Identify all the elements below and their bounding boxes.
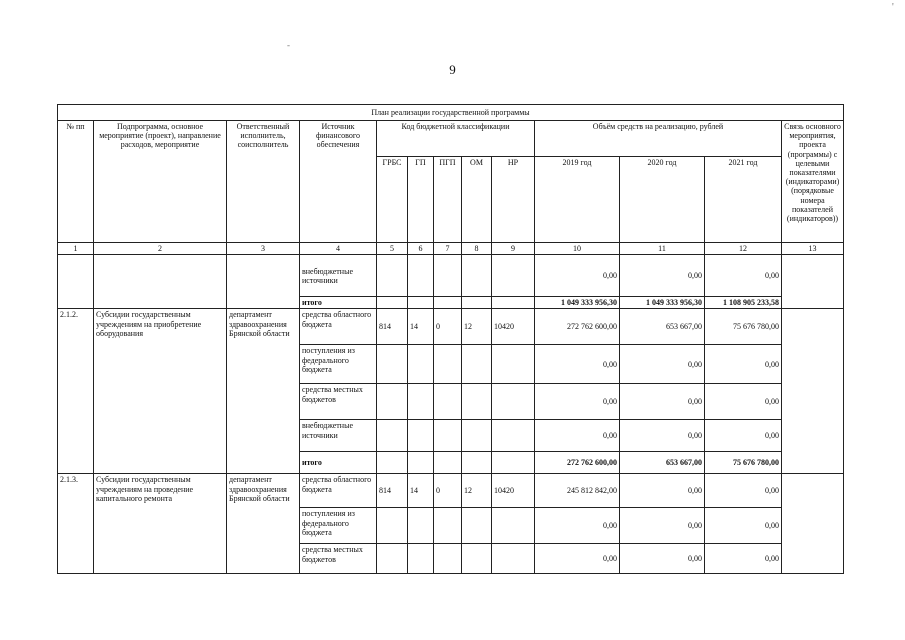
header-gp: ГП bbox=[408, 157, 434, 243]
link-cell bbox=[782, 309, 844, 474]
col-number: 8 bbox=[462, 243, 492, 255]
empty-cell bbox=[58, 255, 94, 309]
header-subprogram: Подпрограмма, основное мероприятие (проект), направление расходов, мероприятие bbox=[94, 121, 227, 243]
responsible-executor: департамент здравоохранения Брянской области bbox=[227, 309, 300, 474]
value-2021: 0,00 bbox=[705, 420, 782, 452]
header-source: Источник финансового обеспечения bbox=[300, 121, 377, 243]
om-cell: 12 bbox=[462, 309, 492, 345]
col-number: 11 bbox=[620, 243, 705, 255]
table-title-row bbox=[58, 105, 844, 121]
value-2020: 653 667,00 bbox=[620, 309, 705, 345]
value-2021: 0,00 bbox=[705, 345, 782, 384]
header-responsible: Ответственный исполнитель, соисполнитель bbox=[227, 121, 300, 243]
program-plan-table bbox=[57, 104, 844, 574]
source-cell: внебюджетные источники bbox=[300, 420, 377, 452]
grbs-cell: 814 bbox=[377, 309, 408, 345]
header-grbs: ГРБС bbox=[377, 157, 408, 243]
value-2020: 0,00 bbox=[620, 508, 705, 544]
header-num: № пп bbox=[58, 121, 94, 243]
grbs-cell: 814 bbox=[377, 474, 408, 508]
column-numbers-row bbox=[58, 243, 844, 255]
om-cell: 12 bbox=[462, 474, 492, 508]
header-2019: 2019 год bbox=[535, 157, 620, 243]
header-link: Связь основного мероприятия, проекта (программы) с целевыми показателями (индикаторами) (порядковые номера показателей (индикаторов)) bbox=[782, 121, 844, 243]
col-number: 13 bbox=[782, 243, 844, 255]
scan-dot: - bbox=[287, 40, 290, 50]
pgp-cell: 0 bbox=[434, 309, 462, 345]
empty-cell bbox=[94, 255, 227, 309]
value-2019: 0,00 bbox=[535, 345, 620, 384]
header-budget-code: Код бюджетной классификации bbox=[377, 121, 535, 157]
row-number: 2.1.2. bbox=[58, 309, 94, 474]
value-2019: 0,00 bbox=[535, 255, 620, 297]
col-number: 6 bbox=[408, 243, 434, 255]
value-2019: 0,00 bbox=[535, 384, 620, 420]
value-2019: 272 762 600,00 bbox=[535, 309, 620, 345]
col-number: 1 bbox=[58, 243, 94, 255]
link-cell bbox=[782, 474, 844, 574]
table-title: План реализации государственной программы bbox=[58, 105, 844, 121]
value-2020: 0,00 bbox=[620, 345, 705, 384]
total-2021: 75 676 780,00 bbox=[705, 452, 782, 474]
table-row bbox=[58, 474, 844, 508]
value-2020: 0,00 bbox=[620, 255, 705, 297]
header-row bbox=[58, 121, 844, 157]
col-number: 12 bbox=[705, 243, 782, 255]
nr-cell: 10420 bbox=[492, 309, 535, 345]
col-number: 4 bbox=[300, 243, 377, 255]
header-om: ОМ bbox=[462, 157, 492, 243]
value-2020: 0,00 bbox=[620, 420, 705, 452]
empty-cell bbox=[227, 255, 300, 309]
col-number: 5 bbox=[377, 243, 408, 255]
source-cell: средства областного бюджета bbox=[300, 474, 377, 508]
value-2020: 0,00 bbox=[620, 544, 705, 574]
total-label: итого bbox=[300, 297, 377, 309]
source-cell: поступления из федерального бюджета bbox=[300, 345, 377, 384]
value-2021: 0,00 bbox=[705, 474, 782, 508]
nr-cell: 10420 bbox=[492, 474, 535, 508]
value-2019: 245 812 842,00 bbox=[535, 474, 620, 508]
page-number: 9 bbox=[449, 62, 456, 77]
value-2021: 0,00 bbox=[705, 255, 782, 297]
source-cell: поступления из федерального бюджета bbox=[300, 508, 377, 544]
source-cell: средства местных бюджетов bbox=[300, 544, 377, 574]
link-cell bbox=[782, 255, 844, 309]
corner-mark: ' bbox=[892, 2, 894, 13]
header-2020: 2020 год bbox=[620, 157, 705, 243]
source-cell: средства областного бюджета bbox=[300, 309, 377, 345]
header-volume: Объём средств на реализацию, рублей bbox=[535, 121, 782, 157]
value-2021: 0,00 bbox=[705, 508, 782, 544]
header-2021: 2021 год bbox=[705, 157, 782, 243]
value-2021: 0,00 bbox=[705, 384, 782, 420]
total-2019: 272 762 600,00 bbox=[535, 452, 620, 474]
total-2019: 1 049 333 956,30 bbox=[535, 297, 620, 309]
col-number: 2 bbox=[94, 243, 227, 255]
source-cell: средства местных бюджетов bbox=[300, 384, 377, 420]
pgp-cell: 0 bbox=[434, 474, 462, 508]
col-number: 3 bbox=[227, 243, 300, 255]
col-number: 9 bbox=[492, 243, 535, 255]
gp-cell: 14 bbox=[408, 309, 434, 345]
value-2020: 0,00 bbox=[620, 384, 705, 420]
source-cell: внебюджетные источники bbox=[300, 255, 377, 297]
measure-name: Субсидии государственным учреждениям на проведение капитального ремонта bbox=[94, 474, 227, 574]
measure-name: Субсидии государственным учреждениям на приобретение оборудования bbox=[94, 309, 227, 474]
value-2019: 0,00 bbox=[535, 420, 620, 452]
table-row bbox=[58, 255, 844, 297]
total-2021: 1 108 905 233,58 bbox=[705, 297, 782, 309]
value-2019: 0,00 bbox=[535, 544, 620, 574]
header-nr: НР bbox=[492, 157, 535, 243]
row-number: 2.1.3. bbox=[58, 474, 94, 574]
value-2019: 0,00 bbox=[535, 508, 620, 544]
total-2020: 1 049 333 956,30 bbox=[620, 297, 705, 309]
col-number: 7 bbox=[434, 243, 462, 255]
total-2020: 653 667,00 bbox=[620, 452, 705, 474]
value-2021: 75 676 780,00 bbox=[705, 309, 782, 345]
col-number: 10 bbox=[535, 243, 620, 255]
responsible-executor: департамент здравоохранения Брянской области bbox=[227, 474, 300, 574]
table-row bbox=[58, 309, 844, 345]
value-2020: 0,00 bbox=[620, 474, 705, 508]
header-pgp: ПГП bbox=[434, 157, 462, 243]
total-label: итого bbox=[300, 452, 377, 474]
value-2021: 0,00 bbox=[705, 544, 782, 574]
gp-cell: 14 bbox=[408, 474, 434, 508]
